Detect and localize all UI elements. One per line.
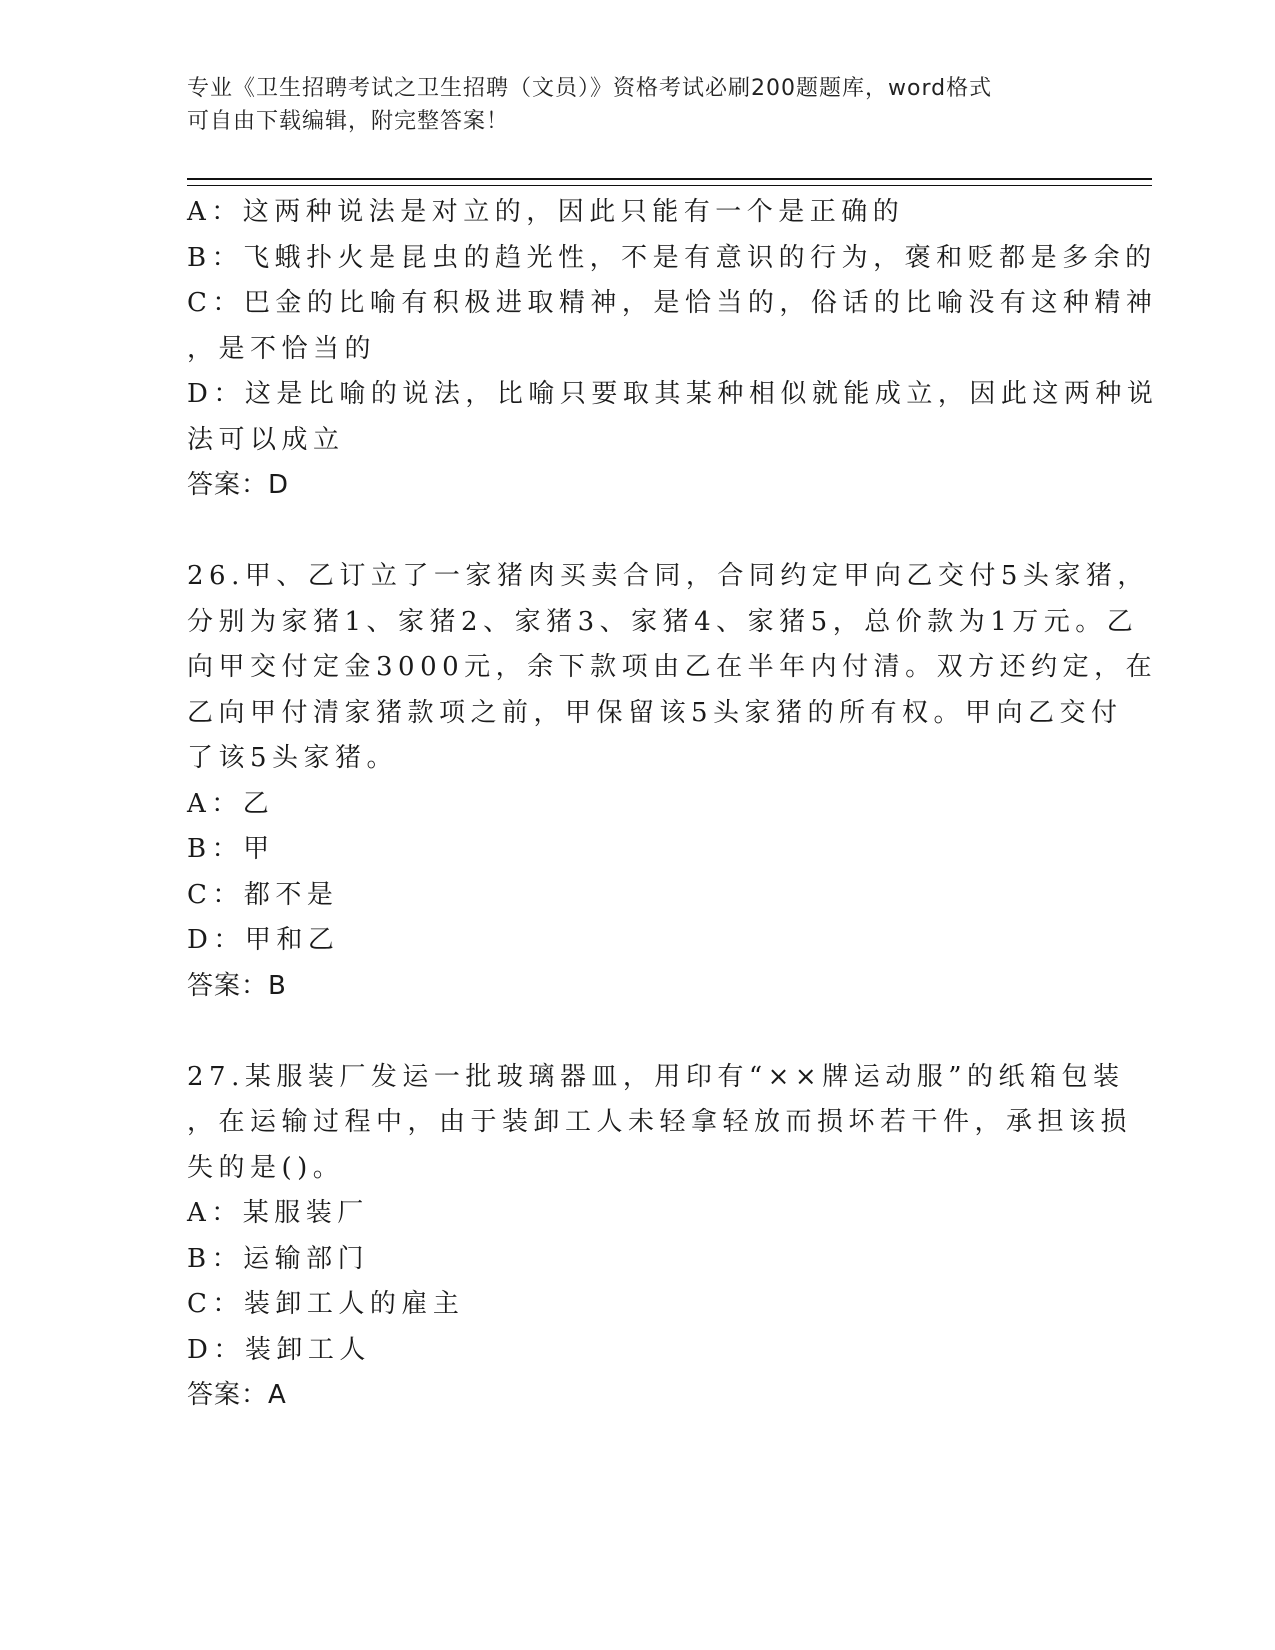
spacer	[187, 509, 1087, 555]
document-body	[187, 190, 1159, 1419]
answer: 答案：D	[187, 470, 290, 500]
option-a: A：这两种说法是对立的，因此只能有一个是正确的	[187, 197, 905, 227]
answer: 答案：A	[187, 1380, 287, 1410]
document-header	[187, 72, 1067, 138]
spacer	[187, 1009, 1087, 1055]
question-stem: 26.甲、乙订立了一家猪肉买卖合同，合同约定甲向乙交付5头家猪，	[187, 561, 1149, 591]
option-a: A：乙	[187, 788, 275, 819]
option-d: D：这是比喻的说法，比喻只要取其某种相似就能成立，因此这两种说	[187, 379, 1159, 409]
question-25	[187, 190, 1159, 509]
question-stem: 分别为家猪1、家猪2、家猪3、家猪4、家猪5，总价款为1万元。乙	[187, 606, 1139, 637]
answer: 答案：B	[187, 970, 287, 1001]
option-b: B：飞蛾扑火是昆虫的趋光性，不是有意识的行为，褒和贬都是多余的	[187, 242, 1157, 273]
question-stem: ，在运输过程中，由于装卸工人未轻拿轻放而损坏若干件，承担该损	[187, 1107, 1133, 1137]
option-c: C：装卸工人的雇主	[187, 1289, 465, 1319]
question-stem: 乙向甲付清家猪款项之前，甲保留该5头家猪的所有权。甲向乙交付	[187, 697, 1123, 728]
question-27	[187, 1055, 1133, 1419]
option-c: C：巴金的比喻有积极进取精神，是恰当的，俗话的比喻没有这种精神	[187, 288, 1158, 318]
header-title-line-2: 可自由下载编辑，附完整答案！	[187, 109, 510, 134]
option-a: A：某服装厂	[187, 1198, 369, 1228]
question-stem: 了该5头家猪。	[187, 743, 399, 773]
option-d: D：装卸工人	[187, 1334, 371, 1365]
option-d-continued: 法可以成立	[187, 424, 345, 455]
question-26	[187, 554, 1158, 1009]
option-c-continued: ，是不恰当的	[187, 333, 377, 364]
option-d: D：甲和乙	[187, 925, 340, 955]
option-b: B：甲	[187, 834, 275, 864]
header-title-line-1: 专业《卫生招聘考试之卫生招聘（文员）》资格考试必刷200题题库，word格式	[187, 76, 993, 101]
option-b: B：运输部门	[187, 1243, 370, 1274]
question-stem: 失的是()。	[187, 1152, 345, 1183]
question-stem: 27.某服装厂发运一批玻璃器皿，用印有“××牌运动服”的纸箱包装	[187, 1061, 1125, 1092]
option-c: C：都不是	[187, 879, 339, 910]
question-stem: 向甲交付定金3000元，余下款项由乙在半年内付清。双方还约定，在	[187, 652, 1158, 682]
header-divider	[187, 178, 1152, 186]
